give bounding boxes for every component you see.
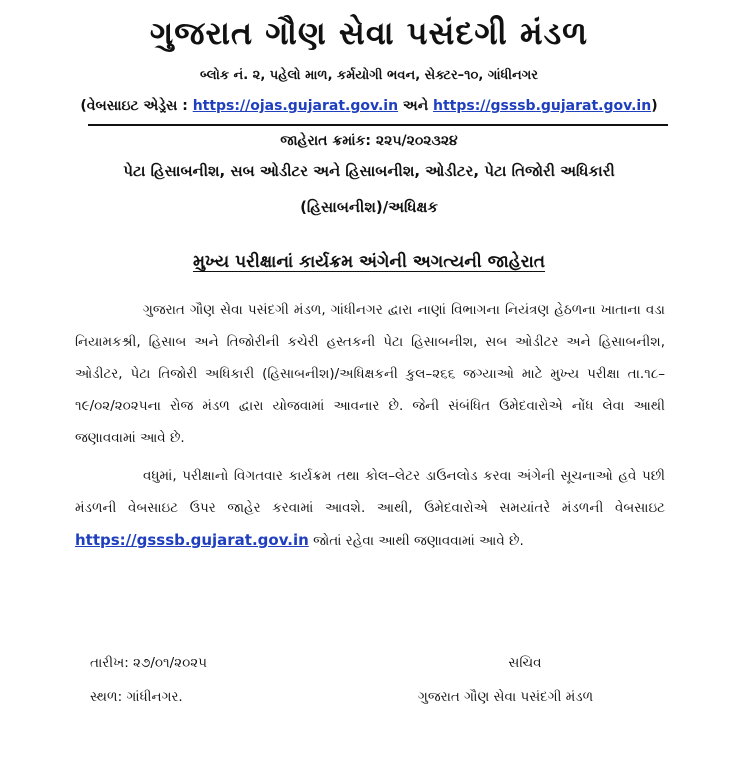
website-prefix: (વેબસાઇટ એડ્રેસ : <box>80 98 193 114</box>
office-address: બ્લોક નં. ૨, પહેલો માળ, કર્મયોગી ભવન, સેક્ટર–૧૦, ગાંધીનગર <box>200 68 538 83</box>
advertisement-number: જાહેરાત ક્રમાંક: ૨૨૫/૨૦૨૩૨૪ <box>280 133 458 149</box>
website-suffix: ) <box>651 98 658 114</box>
website-addresses <box>0 98 738 114</box>
organization-title: ગુજરાત ગૌણ સેવા પસંદગી મંડળ <box>149 14 589 52</box>
header-divider <box>88 124 668 126</box>
body-paragraph-2 <box>75 460 665 557</box>
signatory-title: સચિવ <box>508 655 542 671</box>
notice-subject <box>0 252 738 272</box>
signatory-organization: ગુજરાત ગૌણ સેવા પસંદગી મંડળ <box>418 689 594 705</box>
paragraph-2-text-start: વધુમાં, પરીક્ષાનો વિગતવાર કાર્યક્રમ તથા કોલ–લેટર ડાઉનલોડ કરવા અંગેની સૂચનાઓ હવે પછી મંડળની વેબસાઇટ ઉપર જાહેર કરવામાં આવશે. આથી, ઉમેદવારોએ સમયાંતરે મંડળની વેબસાઇટ <box>75 468 665 516</box>
body-paragraph-1: ગુજરાત ગૌણ સેવા પસંદગી મંડળ, ગાંધીનગર દ્વારા નાણાં વિભાગના નિયંત્રણ હેઠળના ખાતાના વડા નિયામકશ્રી, હિસાબ અને તિજોરીની કચેરી હસ્તકની પેટા હિસાબનીશ, સબ ઓડીટર અને હિસાબનીશ, ઓડીટર, પેટા તિજોરી અધિકારી (હિસાબનીશ)/અધિક્ષકની કુલ–૨૬૬ જગ્યાઓ માટે મુખ્ય પરીક્ષા તા.૧૮–૧૯/૦૨/૨૦૨૫ના રોજ મંડળ દ્વારા યોજવામાં આવનાર છે. જેની સંબંધિત ઉમેદવારોએ નોંધ લેવા આથી જણાવવામાં આવે છે. <box>75 302 665 446</box>
posts-line-1: પેટા હિસાબનીશ, સબ ઓડીટર અને હિસાબનીશ, ઓડીટર, પેટા તિજોરી અધિકારી <box>123 162 615 180</box>
notice-date: તારીખ: ૨૭/૦૧/૨૦૨૫ <box>90 655 208 671</box>
notice-place: સ્થળ: ગાંધીનગર. <box>90 689 183 705</box>
posts-line-2: (હિસાબનીશ)/અધિક્ષક <box>300 198 438 216</box>
paragraph-2-text-end: જોતાં રહેવા આથી જણાવવામાં આવે છે. <box>308 533 524 549</box>
gsssb-website-inline-link[interactable]: https://gsssb.gujarat.gov.in <box>75 531 309 549</box>
ojas-website-link[interactable]: https://ojas.gujarat.gov.in <box>192 98 399 114</box>
notice-subject-text: મુખ્ય પરીક્ષાનાં કાર્યક્રમ અંગેની અગત્યની જાહેરાત <box>192 252 546 272</box>
gsssb-website-link[interactable]: https://gsssb.gujarat.gov.in <box>433 98 652 114</box>
website-join: અને <box>398 98 433 114</box>
